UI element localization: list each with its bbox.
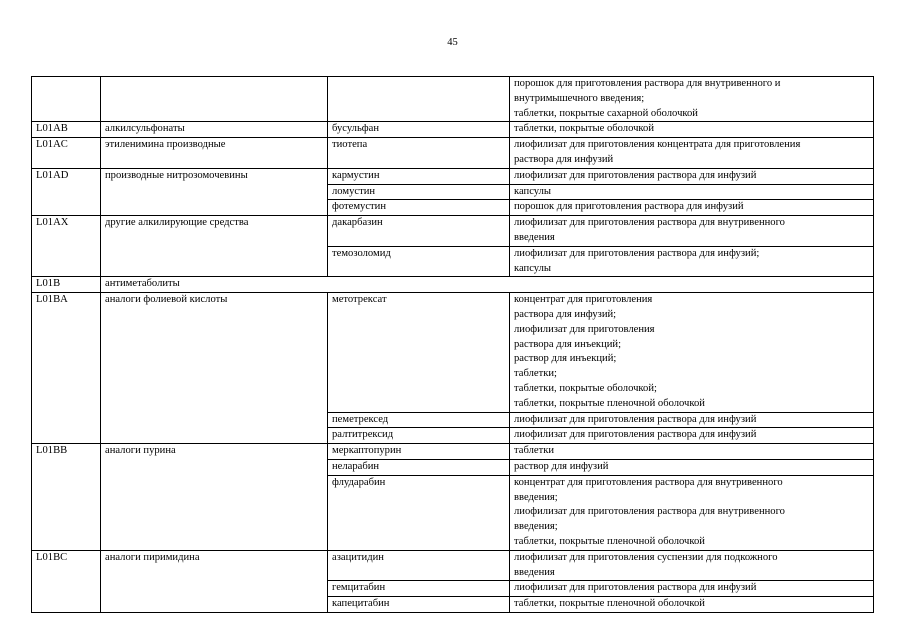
dosage-form-cell: лиофилизат для приготовления концентрата для приготовления раствора для инфузий (510, 138, 874, 169)
atc-code-cell: L01BC (32, 550, 101, 612)
dosage-form-cell: концентрат для приготовления раствора для внутривенного введения; лиофилизат для приготовления раствора для внутривенного введения; таблетки, покрытые пленочной оболочкой (510, 475, 874, 550)
atc-code-cell (32, 77, 101, 122)
dosage-form-cell: таблетки, покрытые пленочной оболочкой (510, 597, 874, 613)
dosage-form-cell: раствор для инфузий (510, 459, 874, 475)
atc-code-cell: L01BA (32, 293, 101, 444)
drug-name-cell: тиотепа (328, 138, 510, 169)
table-row (32, 77, 874, 122)
dosage-form-cell: лиофилизат для приготовления раствора для инфузий (510, 428, 874, 444)
table-row (32, 122, 874, 138)
atc-code-cell: L01AC (32, 138, 101, 169)
table-row (32, 138, 874, 169)
dosage-form-cell: лиофилизат для приготовления раствора для инфузий; капсулы (510, 246, 874, 277)
dosage-form-cell: лиофилизат для приготовления раствора для инфузий (510, 581, 874, 597)
dosage-form-cell: капсулы (510, 184, 874, 200)
dosage-form-cell: лиофилизат для приготовления раствора для внутривенного введения (510, 216, 874, 247)
dosage-form-cell: лиофилизат для приготовления суспензии для подкожного введения (510, 550, 874, 581)
atc-code-cell: L01AD (32, 168, 101, 215)
drug-name-cell: азацитидин (328, 550, 510, 581)
drug-name-cell: флударабин (328, 475, 510, 550)
atc-code-cell: L01BB (32, 444, 101, 551)
drug-name-cell: темозоломид (328, 246, 510, 277)
drug-name-cell: кармустин (328, 168, 510, 184)
table-row (32, 550, 874, 581)
atc-code-cell: L01AB (32, 122, 101, 138)
atc-code-cell: L01AX (32, 216, 101, 277)
drug-name-cell: бусульфан (328, 122, 510, 138)
dosage-form-cell: таблетки, покрытые оболочкой (510, 122, 874, 138)
group-cell: аналоги пурина (101, 444, 328, 551)
table-row (32, 168, 874, 184)
drug-name-cell: пеметрексед (328, 412, 510, 428)
table-row (32, 216, 874, 247)
drug-name-cell: ралтитрексид (328, 428, 510, 444)
page-number: 45 (447, 37, 458, 48)
group-cell: антиметаболиты (101, 277, 874, 293)
drug-name-cell: дакарбазин (328, 216, 510, 247)
dosage-form-cell: таблетки (510, 444, 874, 460)
dosage-form-cell: лиофилизат для приготовления раствора для инфузий (510, 412, 874, 428)
group-cell: алкилсульфонаты (101, 122, 328, 138)
dosage-form-cell: лиофилизат для приготовления раствора для инфузий (510, 168, 874, 184)
atc-code-cell: L01B (32, 277, 101, 293)
dosage-form-cell: концентрат для приготовления раствора для инфузий; лиофилизат для приготовления раствора для инъекций; раствор для инъекций; таблетки; таблетки, покрытые оболочкой; таблетки, покрытые пленочной оболочкой (510, 293, 874, 412)
table-row (32, 444, 874, 460)
group-cell (101, 77, 328, 122)
group-cell: производные нитрозомочевины (101, 168, 328, 215)
group-cell: другие алкилирующие средства (101, 216, 328, 277)
group-cell: аналоги фолиевой кислоты (101, 293, 328, 444)
drug-name-cell: капецитабин (328, 597, 510, 613)
drug-name-cell: ломустин (328, 184, 510, 200)
drug-table (31, 76, 874, 613)
drug-name-cell: гемцитабин (328, 581, 510, 597)
drug-name-cell (328, 77, 510, 122)
drug-name-cell: неларабин (328, 459, 510, 475)
drug-name-cell: фотемустин (328, 200, 510, 216)
group-cell: аналоги пиримидина (101, 550, 328, 612)
dosage-form-cell: порошок для приготовления раствора для инфузий (510, 200, 874, 216)
drug-name-cell: метотрексат (328, 293, 510, 412)
dosage-form-cell: порошок для приготовления раствора для внутривенного и внутримышечного введения; таблетки, покрытые сахарной оболочкой (510, 77, 874, 122)
drug-name-cell: меркаптопурин (328, 444, 510, 460)
table-row (32, 277, 874, 293)
group-cell: этиленимина производные (101, 138, 328, 169)
table-row (32, 293, 874, 412)
